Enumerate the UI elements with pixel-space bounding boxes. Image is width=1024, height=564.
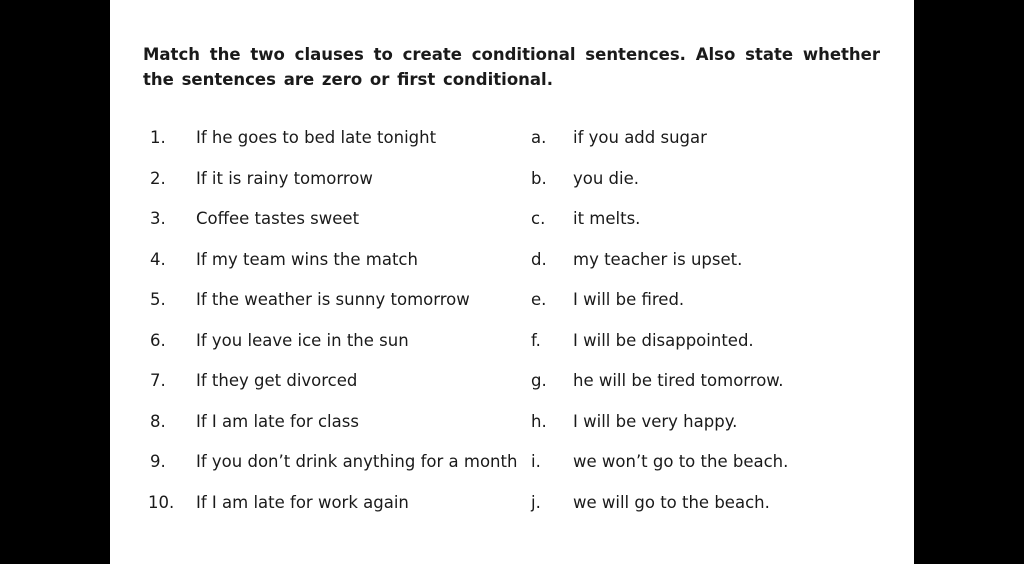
item-number: 6. (150, 331, 166, 350)
second-clause: you die. (573, 169, 640, 188)
second-clause: I will be very happy. (573, 412, 738, 431)
second-clause: I will be fired. (573, 290, 685, 309)
first-clause: If it is rainy tomorrow (196, 169, 373, 188)
item-number: 10. (148, 493, 175, 512)
match-row (110, 326, 914, 356)
first-clause: If he goes to bed late tonight (196, 128, 437, 147)
first-clause: If the weather is sunny tomorrow (196, 290, 470, 309)
second-clause: my teacher is upset. (573, 250, 743, 269)
item-number: 4. (150, 250, 166, 269)
item-letter: b. (531, 169, 547, 188)
second-clause: we will go to the beach. (573, 493, 770, 512)
match-row (110, 204, 914, 234)
instructions-text: Match the two clauses to create conditional sentences. Also state whether the sentences are zero or first conditional. (143, 45, 880, 89)
item-number: 3. (150, 209, 166, 228)
item-letter: h. (531, 412, 547, 431)
first-clause: If you don’t drink anything for a month (196, 452, 518, 471)
worksheet-page (110, 0, 914, 564)
item-number: 8. (150, 412, 166, 431)
match-row (110, 285, 914, 315)
item-letter: i. (531, 452, 541, 471)
second-clause: we won’t go to the beach. (573, 452, 789, 471)
item-number: 2. (150, 169, 166, 188)
item-letter: a. (531, 128, 547, 147)
match-row (110, 447, 914, 477)
match-row (110, 488, 914, 518)
item-letter: j. (531, 493, 541, 512)
second-clause: he will be tired tomorrow. (573, 371, 784, 390)
item-letter: e. (531, 290, 547, 309)
second-clause: it melts. (573, 209, 641, 228)
first-clause: If I am late for work again (196, 493, 409, 512)
match-row (110, 245, 914, 275)
first-clause: If my team wins the match (196, 250, 418, 269)
item-letter: d. (531, 250, 547, 269)
item-number: 1. (150, 128, 166, 147)
item-letter: g. (531, 371, 547, 390)
first-clause: Coffee tastes sweet (196, 209, 360, 228)
item-number: 9. (150, 452, 166, 471)
item-number: 7. (150, 371, 166, 390)
match-row (110, 366, 914, 396)
item-letter: c. (531, 209, 546, 228)
second-clause: if you add sugar (573, 128, 707, 147)
item-number: 5. (150, 290, 166, 309)
first-clause: If you leave ice in the sun (196, 331, 409, 350)
match-row (110, 164, 914, 194)
item-letter: f. (531, 331, 541, 350)
match-row (110, 407, 914, 437)
match-row (110, 123, 914, 153)
first-clause: If I am late for class (196, 412, 359, 431)
second-clause: I will be disappointed. (573, 331, 754, 350)
first-clause: If they get divorced (196, 371, 358, 390)
